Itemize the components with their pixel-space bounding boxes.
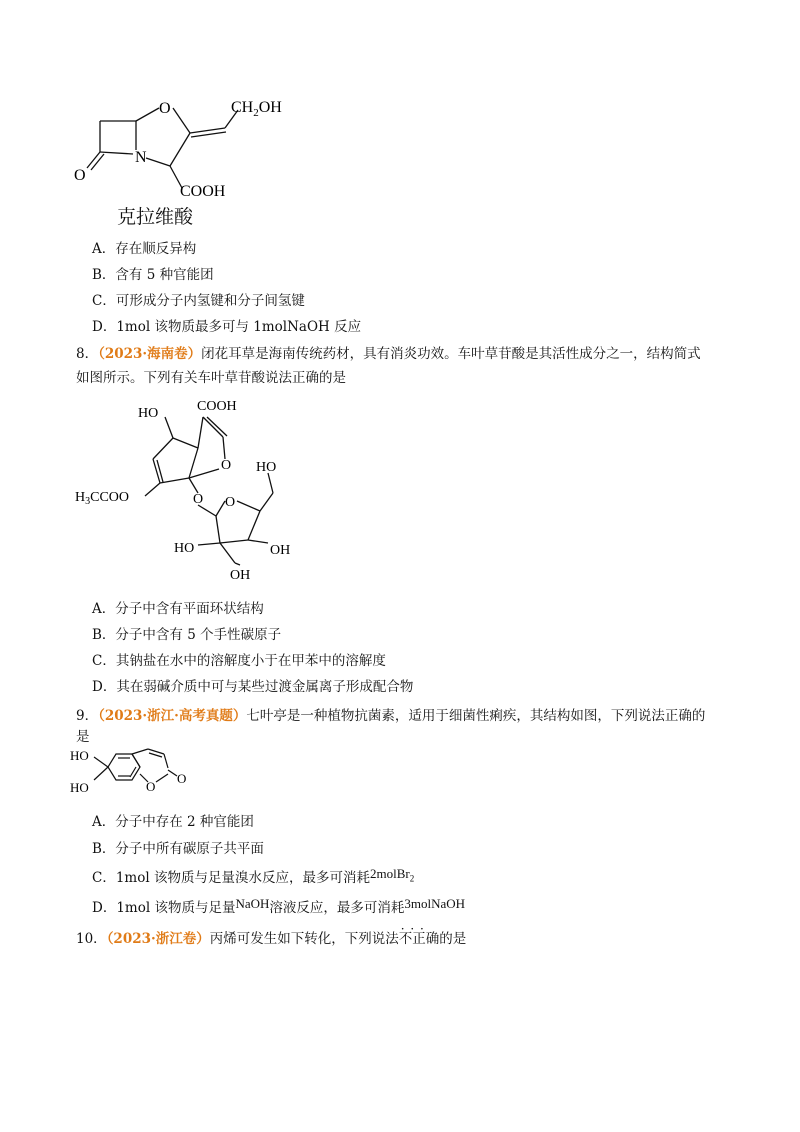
q9-option-c: C．1mol 该物质与足量溴水反应，最多可消耗2molBr$_2$ bbox=[92, 866, 415, 886]
esculetin-structure bbox=[70, 746, 200, 806]
hydroxyl-bottom-label: HO bbox=[70, 780, 89, 795]
q9-stem-line2: 是 bbox=[76, 729, 90, 745]
q7-option-a: A．存在顺反异构 bbox=[92, 241, 197, 257]
q8-option-a: A．分子中含有平面环状结构 bbox=[92, 601, 264, 617]
asperulosidic-acid-structure bbox=[70, 393, 330, 585]
hydroxymethyl-label: HO bbox=[256, 460, 277, 475]
q9-source: （2023·浙江·高考真题） bbox=[98, 708, 247, 724]
q10-stem: 10．（2023·浙江卷）丙烯可发生如下转化，下列说法不正确 · · ·的是 bbox=[76, 930, 466, 948]
pyran-oxygen-label: O bbox=[221, 458, 232, 473]
hydroxyl-right-label: OH bbox=[270, 543, 291, 558]
cooh-label: COOH bbox=[180, 183, 226, 200]
q8-stem-line2: 如图所示。下列有关车叶草苷酸说法正确的是 bbox=[76, 370, 346, 386]
q7-option-c: C．可形成分子内氢键和分子间氢键 bbox=[92, 293, 305, 309]
q7-option-d: D．1mol 该物质最多可与 1molNaOH 反应 bbox=[92, 319, 362, 335]
acetate-label: $H_3CCOO$ bbox=[75, 490, 130, 507]
q7-option-b: B．含有 5 种官能团 bbox=[92, 267, 214, 283]
q8-option-b: B．分子中含有 5 个手性碳原子 bbox=[92, 627, 282, 643]
lactone-oxygen-label: O bbox=[146, 779, 156, 794]
hydroxyl-left-label: HO bbox=[174, 541, 195, 556]
clavulanic-acid-structure bbox=[60, 88, 320, 200]
q9-option-a: A．分子中存在 2 种官能团 bbox=[92, 814, 254, 830]
q8-option-d: D．其在弱碱介质中可与某些过渡金属离子形成配合物 bbox=[92, 679, 414, 695]
ch2oh-label: $CH_2OH$ bbox=[231, 99, 282, 119]
sugar-ring-oxygen-label: O bbox=[225, 495, 236, 510]
emphasis-not-correct: 不正确 · · · bbox=[399, 931, 440, 947]
q9-option-b: B．分子中所有碳原子共平面 bbox=[92, 841, 264, 857]
carbonyl-oxygen-label: O bbox=[177, 771, 187, 786]
q8-stem-line1: 8．（2023·海南卷）闭花耳草是海南传统药材，具有消炎功效。车叶草苷酸是其活性成分之一，结构简式 bbox=[76, 346, 701, 362]
cooh-label: COOH bbox=[197, 399, 237, 414]
hydroxyl-top-label: HO bbox=[70, 748, 89, 763]
ring-oxygen-label: O bbox=[159, 100, 171, 117]
q9-stem-line1: 9．（2023·浙江·高考真题）七叶亭是一种植物抗菌素，适用于细菌性痢疾，其结构如图，下列说法正确的 bbox=[76, 708, 706, 724]
q8-source: （2023·海南卷） bbox=[98, 346, 202, 362]
structure-caption: 克拉维酸 bbox=[117, 206, 194, 228]
keto-oxygen-label: O bbox=[74, 167, 86, 184]
naoh-formula: NaOH bbox=[235, 896, 270, 911]
nitrogen-label: N bbox=[135, 149, 147, 166]
hydroxyl-top-label: HO bbox=[138, 406, 159, 421]
naoh-amount-formula: 3molNaOH bbox=[404, 896, 466, 911]
hydroxyl-bottom-label: OH bbox=[230, 568, 251, 583]
q9-option-d: D．1mol 该物质与足量NaOH溶液反应，最多可消耗3molNaOH bbox=[92, 896, 466, 916]
bromine-formula: 2molBr$_2$ bbox=[369, 866, 415, 884]
q8-option-c: C．其钠盐在水中的溶解度小于在甲苯中的溶解度 bbox=[92, 653, 386, 669]
q10-source: （2023·浙江卷） bbox=[106, 931, 210, 947]
glycosidic-oxygen-label: O bbox=[193, 492, 204, 507]
